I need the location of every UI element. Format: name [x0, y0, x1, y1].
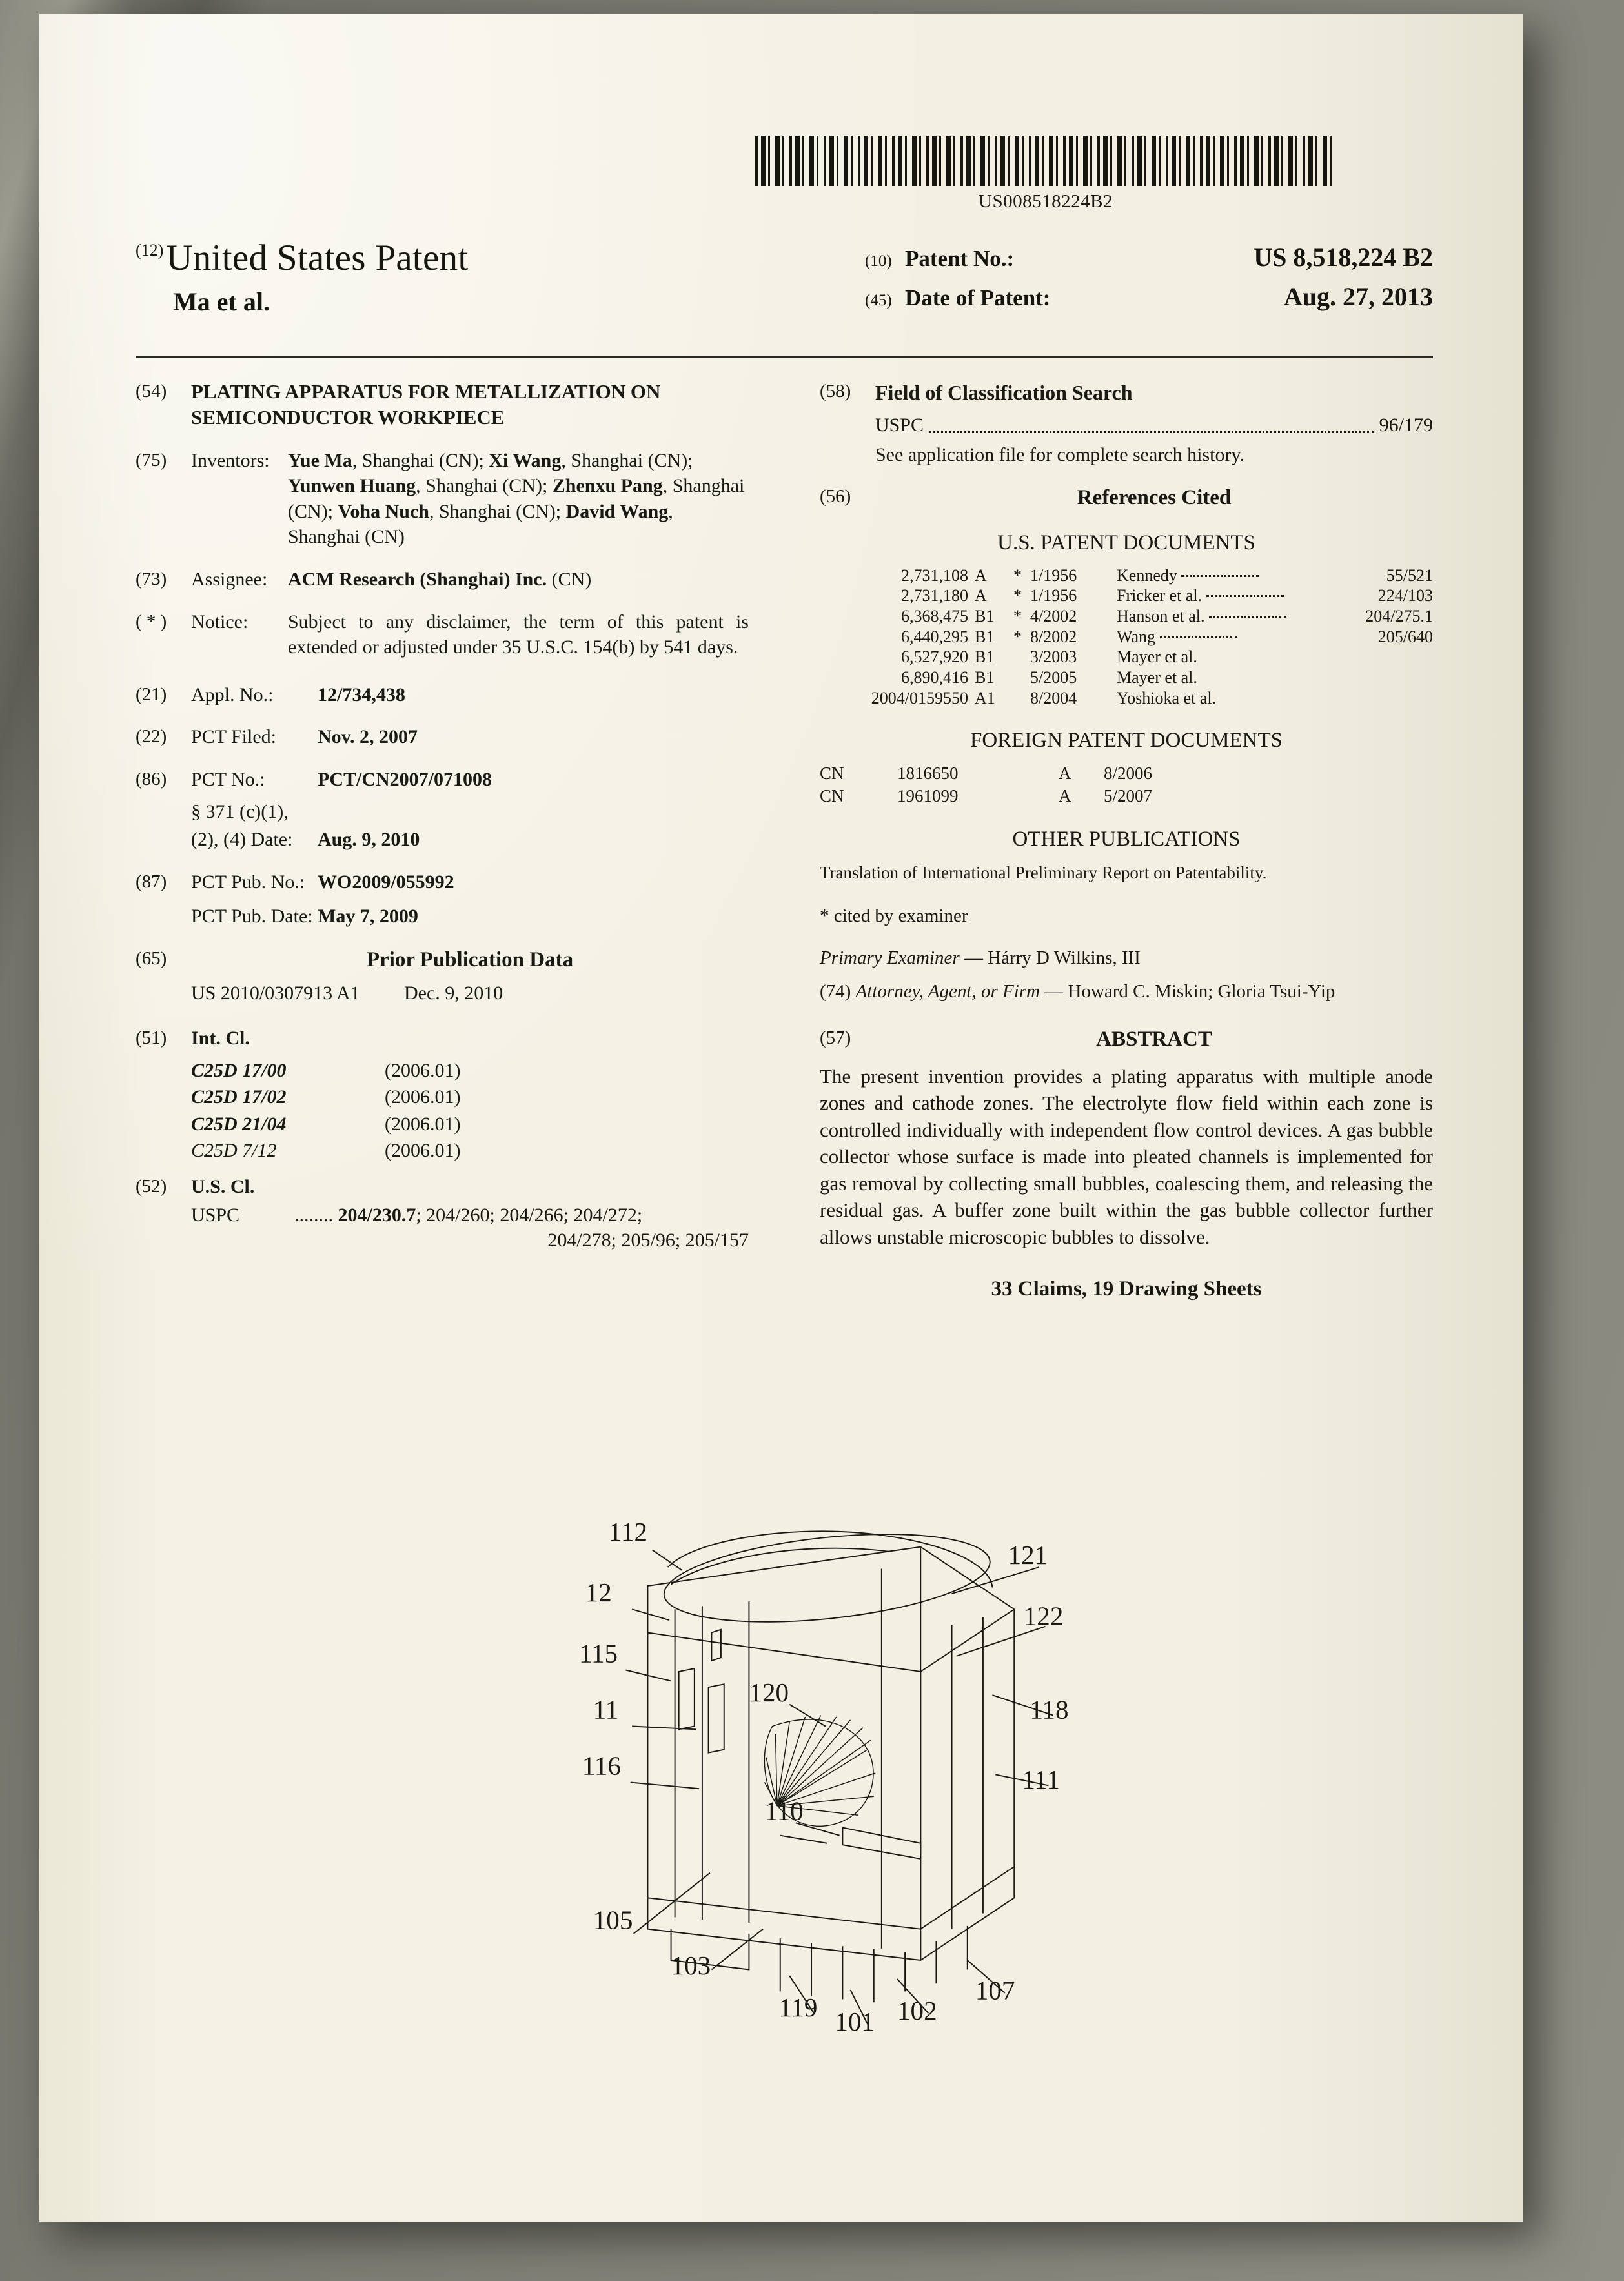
assignee-value [288, 567, 749, 593]
reference-kind: B1 [975, 647, 995, 667]
abstract-tag: (57) [820, 1028, 851, 1049]
reference-kind: A [975, 586, 987, 605]
reference-kind: B1 [975, 668, 995, 687]
notice-text: Subject to any disclaimer, the term of this patent is extended or adjusted under 35 U.S.C. 154(b) by 541 days. [288, 611, 749, 658]
prior-pub-date: Dec. 9, 2010 [404, 982, 503, 1004]
foreign-docs-heading: FOREIGN PATENT DOCUMENTS [969, 728, 1283, 752]
pct-pub-tag: (87) [136, 871, 167, 892]
appl-no-tag: (21) [136, 684, 167, 705]
int-cl-table [136, 1055, 749, 1165]
pct-no-value: PCT/CN2007/071008 [318, 768, 492, 790]
us-docs-heading: U.S. PATENT DOCUMENTS [997, 531, 1255, 554]
fcs-entry [820, 379, 1433, 406]
us-patent-documents-table [820, 565, 1433, 709]
int-cl-date: (2006.01) [385, 1059, 461, 1081]
foreign-country-code: CN [820, 764, 844, 784]
reference-number: 2,731,108 [901, 565, 968, 585]
right-column [820, 379, 1433, 1303]
claims-sheets-line: 33 Claims, 19 Drawing Sheets [991, 1277, 1262, 1301]
reference-number: 6,368,475 [901, 606, 968, 625]
reference-number: 2004/0159550 [871, 688, 968, 707]
reference-row [820, 606, 1433, 627]
kind-code-12: (12) [136, 241, 164, 259]
foreign-reference-row [820, 762, 1433, 785]
reference-kind: A1 [975, 688, 995, 707]
patent-page [39, 14, 1523, 2222]
patent-number-row [865, 242, 1433, 272]
pct-pub-value: WO2009/055992 [318, 871, 454, 893]
inventor-name: David Wang [565, 500, 669, 522]
uspc-primary: 204/230.7 [338, 1204, 416, 1226]
uspc-line-2: 204/278; 205/96; 205/157 [547, 1230, 749, 1252]
foreign-doc-number: 1816650 [897, 764, 959, 784]
assignee-entry [136, 567, 749, 593]
figure-reference-110: 110 [764, 1796, 804, 1826]
int-cl-row [191, 1058, 749, 1084]
notice-tag: ( * ) [136, 611, 167, 632]
figure-reference-116: 116 [582, 1750, 621, 1781]
barcode-image [755, 136, 1336, 186]
pct-pub-label: PCT Pub. No.: [191, 871, 305, 893]
int-cl-rows [191, 1058, 749, 1165]
barcode-number: US008518224B2 [979, 191, 1113, 212]
int-cl-row [191, 1111, 749, 1137]
attorney-row [820, 979, 1433, 1004]
figure-reference-120: 120 [749, 1677, 789, 1707]
patent-date-tag: (45) [865, 292, 892, 309]
reference-star: * [1013, 606, 1022, 625]
reference-name: Kennedy [1108, 565, 1317, 586]
reference-number: 2,731,180 [901, 586, 968, 605]
prior-pub-number: US 2010/0307913 A1 [191, 982, 360, 1004]
reference-row [820, 647, 1433, 667]
reference-dot-leader [1209, 616, 1286, 618]
figure-reference-122: 122 [1023, 1601, 1064, 1631]
reference-dot-leader [1206, 595, 1284, 597]
prior-pub-entry [136, 946, 749, 975]
sec371-line1-entry [136, 799, 749, 825]
reference-class: 55/521 [1386, 565, 1433, 585]
int-cl-row [191, 1084, 749, 1110]
reference-row [820, 627, 1433, 647]
fcs-tag: (58) [820, 381, 851, 401]
inventor-location: , Shanghai (CN); [352, 449, 489, 471]
patent-figure [439, 1492, 1168, 2054]
figure-reference-118: 118 [1030, 1694, 1069, 1725]
us-cl-label: U.S. Cl. [191, 1176, 255, 1198]
patent-number-tag: (10) [865, 252, 892, 270]
fcs-note: See application file for complete search history. [875, 443, 1245, 465]
assignee-tag: (73) [136, 568, 167, 589]
inventor-name: Xi Wang [489, 449, 562, 471]
figure-reference-12: 12 [585, 1577, 612, 1608]
int-cl-code: C25D 7/12 [191, 1140, 277, 1162]
reference-star: * [1013, 627, 1022, 646]
prior-pub-data-row [136, 980, 749, 1006]
reference-star: * [1013, 586, 1022, 605]
header-divider [136, 356, 1433, 358]
figure-reference-105: 105 [593, 1905, 633, 1935]
figure-reference-11: 11 [593, 1694, 619, 1725]
sec371-line2: (2), (4) Date: [191, 829, 293, 851]
figure-reference-115: 115 [579, 1638, 618, 1668]
reference-class: 204/275.1 [1365, 606, 1433, 625]
patent-number-value: US 8,518,224 B2 [1254, 243, 1433, 272]
reference-name: Mayer et al. [1117, 647, 1197, 667]
fcs-uspc-value: 96/179 [1379, 414, 1433, 436]
references-heading: References Cited [1077, 486, 1232, 510]
attorney-value: — Howard C. Miskin; Gloria Tsui-Yip [1044, 980, 1335, 1002]
title-entry [136, 379, 749, 431]
patent-date-label: Date of Patent: [905, 285, 1051, 310]
int-cl-code: C25D 21/04 [191, 1113, 287, 1135]
reference-name: Mayer et al. [1117, 668, 1197, 687]
us-cl-entry [136, 1174, 749, 1200]
foreign-patent-documents-table [820, 762, 1433, 807]
reference-class [1317, 667, 1433, 688]
reference-row [820, 667, 1433, 688]
assignee-label: Assignee: [191, 568, 268, 590]
pct-pub-date-value: May 7, 2009 [318, 906, 418, 928]
attorney-label: Attorney, Agent, or Firm [855, 980, 1040, 1002]
inventor-name: Yue Ma [288, 449, 352, 471]
reference-name: Wang [1108, 627, 1317, 647]
reference-kind: A [975, 565, 987, 585]
uspc-rest: ; 204/260; 204/266; 204/272; [416, 1204, 643, 1226]
title-tag: (54) [136, 381, 167, 401]
sec371-value: Aug. 9, 2010 [318, 829, 420, 851]
reference-class: 205/640 [1377, 627, 1433, 646]
figure-reference-121: 121 [1008, 1540, 1048, 1570]
notice-entry [136, 609, 749, 660]
reference-date: 8/2002 [1030, 627, 1077, 646]
us-cl-tag: (52) [136, 1176, 167, 1197]
abstract-heading: ABSTRACT [1096, 1028, 1212, 1051]
cited-by-examiner: * cited by examiner [820, 906, 968, 927]
reference-date: 3/2003 [1030, 647, 1077, 667]
sec371-entry [136, 827, 749, 853]
inventor-name: Yunwen Huang [288, 475, 416, 497]
foreign-doc-date: 8/2006 [1104, 764, 1153, 784]
reference-name: Hanson et al. [1108, 606, 1317, 627]
foreign-country-code: CN [820, 786, 844, 806]
foreign-doc-kind: A [1059, 786, 1071, 806]
uspc-line-1 [191, 1202, 749, 1228]
int-cl-date: (2006.01) [385, 1113, 461, 1135]
fcs-uspc-label: USPC [875, 414, 924, 436]
figure-reference-101: 101 [835, 2006, 875, 2036]
int-cl-label: Int. Cl. [191, 1028, 250, 1049]
reference-kind: B1 [975, 627, 995, 646]
other-publications-text: Translation of International Preliminary Report on Patentability. [820, 862, 1267, 882]
assignee-country: (CN) [547, 568, 592, 590]
page-title: United States Patent [166, 238, 469, 278]
reference-name: Fricker et al. [1108, 585, 1317, 606]
references-entry [820, 484, 1433, 512]
pct-pub-entry [136, 869, 749, 895]
reference-star [1013, 667, 1030, 688]
other-publications-heading: OTHER PUBLICATIONS [1012, 827, 1241, 851]
appl-no-value: 12/734,438 [318, 684, 405, 705]
pct-no-entry [136, 767, 749, 793]
abstract-text: The present invention provides a plating apparatus with multiple anode zones and cathode zones. The electrolyte flow field within each zone is controlled individually with independent flow control devices. A gas bubble collector whose surface is made into pleated channels is implemented for gas removal by collecting small bubbles, coalescing them, and releasing the residual gas. A buffer zone built within the gas bubble collector further allows unstable microscopic bubbles to dissolve. [820, 1064, 1433, 1248]
primary-examiner-value: — Hárry D Wilkins, III [964, 947, 1141, 968]
int-cl-date: (2006.01) [385, 1140, 461, 1162]
pct-pub-date-entry [136, 904, 749, 929]
fcs-note-row [820, 442, 1433, 468]
reference-dot-leader [1181, 575, 1259, 577]
int-cl-code: C25D 17/00 [191, 1059, 287, 1081]
prior-pub-heading: Prior Publication Data [366, 948, 574, 971]
reference-number: 6,527,920 [901, 647, 968, 667]
pct-filed-entry [136, 724, 749, 750]
patent-number-label: Patent No.: [905, 246, 1015, 271]
reference-date: 1/1956 [1030, 565, 1077, 585]
int-cl-tag: (51) [136, 1028, 167, 1049]
reference-class: 224/103 [1377, 586, 1433, 605]
inventor-location: , Shanghai (CN); [416, 475, 553, 497]
assignee-name: ACM Research (Shanghai) Inc. [288, 568, 547, 590]
figure-reference-119: 119 [778, 1992, 818, 2022]
primary-examiner-label: Primary Examiner [820, 947, 960, 968]
uspc-dots: ........ [294, 1204, 333, 1226]
inventor-name: Voha Nuch [338, 500, 429, 522]
patent-date-row [865, 281, 1433, 312]
attorney-tag: (74) [820, 980, 851, 1002]
appl-no-entry [136, 682, 749, 708]
reference-dot-leader [1160, 636, 1237, 638]
foreign-doc-kind: A [1059, 764, 1071, 784]
uspc-sub-label: USPC [191, 1204, 240, 1226]
primary-examiner-row [820, 946, 1433, 970]
reference-class [1317, 647, 1433, 667]
int-cl-code: C25D 17/02 [191, 1086, 287, 1108]
patent-title-line [136, 237, 755, 279]
inventors-tag: (75) [136, 449, 167, 471]
patent-header [136, 237, 1433, 356]
inventor-short-name: Ma et al. [173, 287, 270, 316]
foreign-reference-row [820, 785, 1433, 807]
reference-row [820, 585, 1433, 606]
pct-no-label: PCT No.: [191, 768, 265, 790]
int-cl-entry [136, 1026, 749, 1051]
reference-star [1013, 647, 1030, 667]
reference-number: 6,890,416 [901, 668, 968, 687]
pct-pub-date-label: PCT Pub. Date: [191, 906, 313, 928]
notice-label: Notice: [191, 611, 249, 633]
reference-class [1317, 688, 1433, 709]
reference-date: 4/2002 [1030, 606, 1077, 625]
int-cl-row [191, 1138, 749, 1164]
figure-reference-103: 103 [671, 1950, 711, 1980]
fcs-dot-leader [929, 412, 1374, 433]
reference-row [820, 688, 1433, 709]
figure-reference-107: 107 [975, 1975, 1015, 2005]
reference-date: 5/2005 [1030, 668, 1077, 687]
inventor-name: Zhenxu Pang [552, 475, 663, 497]
pct-filed-tag: (22) [136, 726, 167, 747]
figure-reference-111: 111 [1022, 1765, 1060, 1795]
inventors-value [288, 448, 749, 550]
appl-no-label: Appl. No.: [191, 684, 274, 705]
barcode-block [755, 136, 1336, 212]
us-cl-values [136, 1202, 749, 1253]
abstract-heading-row [820, 1026, 1433, 1054]
reference-date: 1/1956 [1030, 586, 1077, 605]
inventor-location: , Shanghai (CN); [429, 500, 566, 522]
fcs-heading: Field of Classification Search [875, 381, 1133, 404]
int-cl-date: (2006.01) [385, 1086, 461, 1108]
inventor-location: , Shanghai (CN); [561, 449, 693, 471]
figure-reference-112: 112 [608, 1516, 648, 1546]
reference-row [820, 565, 1433, 586]
reference-star [1013, 688, 1030, 709]
pct-no-tag: (86) [136, 768, 167, 789]
reference-star: * [1013, 565, 1022, 585]
inventor-location: , Shanghai (CN); [288, 475, 745, 522]
sec371-line1: § 371 (c)(1), [191, 800, 289, 822]
invention-title: PLATING APPARATUS FOR METALLIZATION ON SEMICONDUCTOR WORKPIECE [191, 380, 661, 429]
prior-pub-tag: (65) [136, 948, 167, 969]
references-tag: (56) [820, 486, 851, 507]
foreign-doc-date: 5/2007 [1104, 786, 1153, 806]
fcs-uspc-row [820, 412, 1433, 438]
pct-filed-value: Nov. 2, 2007 [318, 726, 418, 748]
reference-number: 6,440,295 [901, 627, 968, 646]
reference-name: Yoshioka et al. [1117, 688, 1217, 707]
left-column [136, 379, 749, 1270]
inventor-location: , Shanghai (CN) [288, 500, 673, 548]
reference-kind: B1 [975, 606, 995, 625]
reference-date: 8/2004 [1030, 688, 1077, 707]
pct-filed-label: PCT Filed: [191, 726, 276, 748]
foreign-doc-number: 1961099 [897, 786, 959, 806]
figure-reference-102: 102 [897, 1995, 937, 2025]
inventors-entry [136, 448, 749, 550]
patent-date-value: Aug. 27, 2013 [1283, 282, 1433, 311]
inventors-label: Inventors: [191, 449, 270, 471]
